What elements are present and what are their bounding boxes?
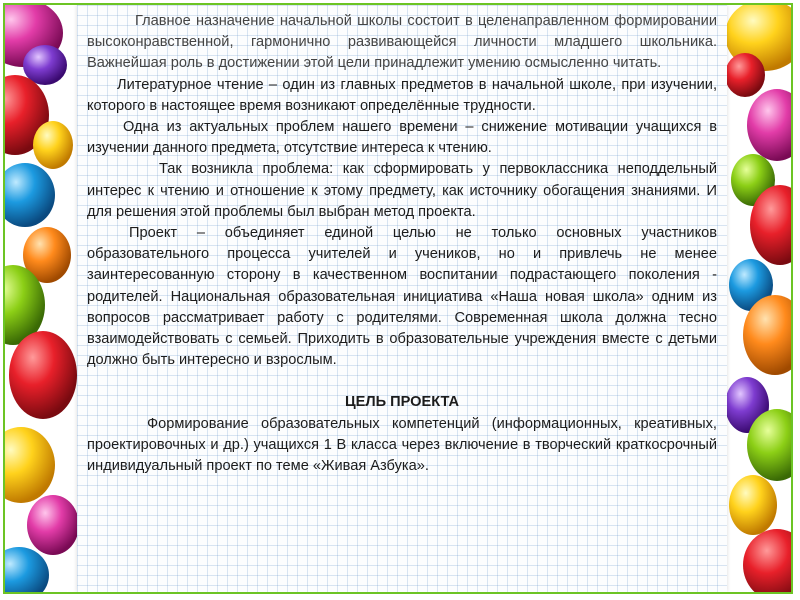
balloon-icon: [5, 5, 79, 592]
paragraph-problem-statement: Так возникла проблема: как сформировать у первоклассника неподдельный интерес к чтению и отношение к этому предмету, как источнику обогащения знаниями. И для решения этой проблемы был выбран метод проекта.: [87, 161, 717, 220]
paragraph-literary-reading: Литературное чтение – один из главных предметов в начальной школе, при изучении, которого в настоящее время возникают определённые трудности.: [87, 76, 717, 114]
section-heading: ЦЕЛЬ ПРОЕКТА: [344, 394, 460, 411]
paragraph-project-method: Проект – объединяет единой целью не только основных участников образовательного процесса учителей и учеников, но и привлечь не менее заинтересованную сторону в качественном воспитании подрастающего поколения - родителей. Национальная образовательная инициатива «Наша новая школа» одним из вопросов рассматривает работу с родителями. Современная школа должна тесно взаимодействовать с семьей. Приходить в образовательные учреждения вместе с детьми должно быть интересно и взрослым.: [87, 225, 717, 369]
slide-frame: [3, 3, 793, 594]
paragraph-goal-of-school: Главное назначение начальной школы состоит в целенаправленном формировании высоконравственной, гармонично развивающейся личности младшего школьника. Важнейшая роль в достижении этой цели принадлежит умению осмысленно читать.: [87, 13, 717, 72]
document-text: [87, 11, 717, 477]
paragraph-motivation-problem: Одна из актуальных проблем нашего времени – снижение мотивации учащихся в изучении данного предмета, отсутствие интереса к чтению.: [87, 119, 717, 157]
balloon-icon: [725, 5, 791, 592]
paragraph-project-goal: Формирование образовательных компетенций (информационных, креативных, проектировочных и др.) учащихся 1 В класса через включение в творческий краткосрочный индивидуальный проект по теме «Живая Азбука».: [87, 415, 717, 475]
